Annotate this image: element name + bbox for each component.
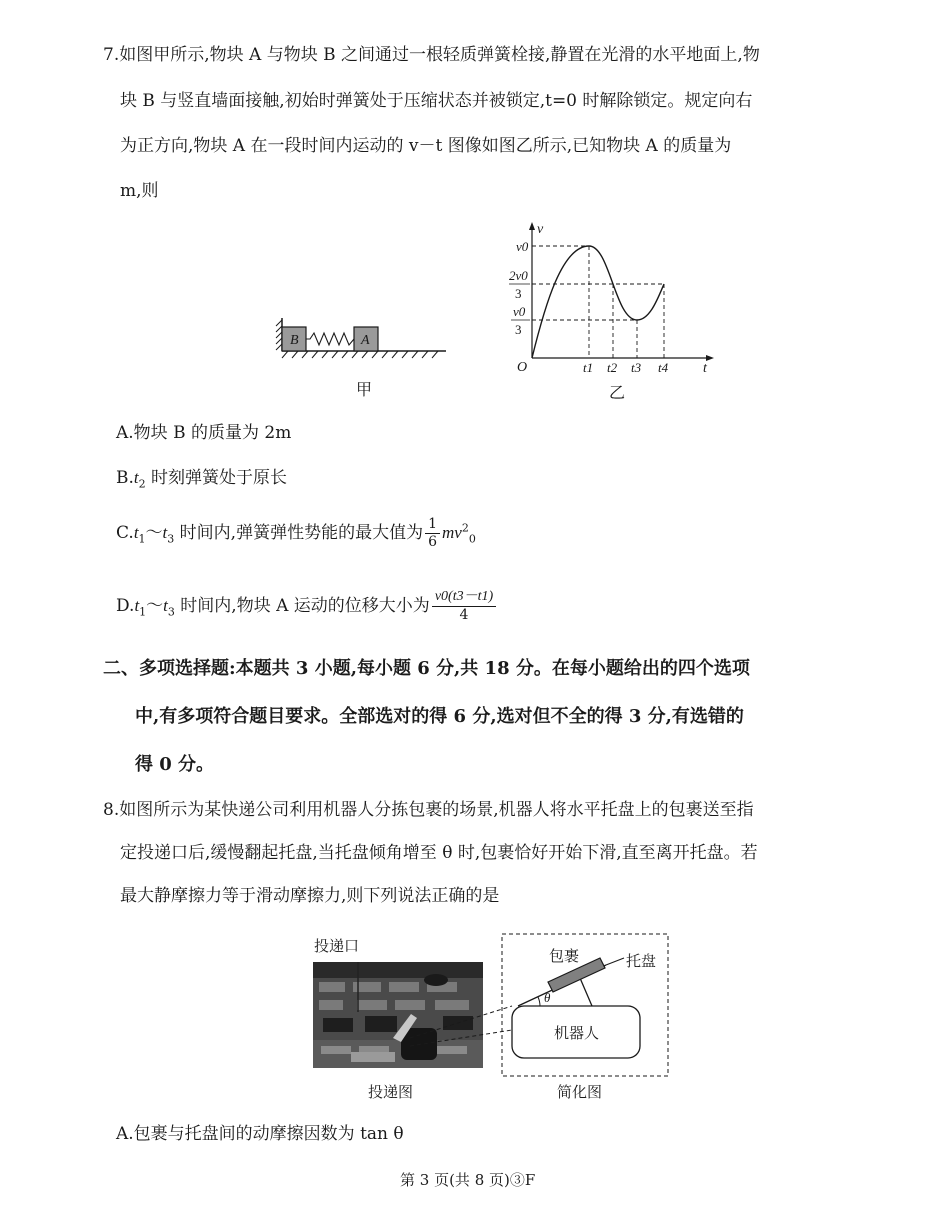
q7-stem-line-4: m,则 [120,181,159,201]
y-tick-2v0-num: 2v0 [509,268,528,283]
q8-stem-line-2: 定投递口后,缓慢翻起托盘,当托盘倾角增至 θ 时,包裹恰好开始下滑,直至离开托盘。若 [120,843,758,863]
q7-stem-line-1: 7.如图甲所示,物块 A 与物块 B 之间通过一根轻质弹簧栓接,静置在光滑的水平地面上,物 [103,45,760,65]
v-axis-label: v [537,222,544,237]
figure-jia [270,318,460,368]
robot-label: 机器人 [554,1026,600,1042]
photo-label-delivery-port: 投递口 [314,937,360,955]
q7-option-b: $B.t_2$ 时刻弹簧处于原长 [116,468,288,491]
diagram-caption: 简化图 [557,1083,603,1101]
q7-stem-line-2: 块 B 与竖直墙面接触,初始时弹簧处于压缩状态并被锁定,t=0 时解除锁定。规定向右 [120,91,753,111]
y-tick-2v0-den: 3 [515,286,522,301]
q7-option-c: $C.t_1\sim t_3$ 时间内,弹簧弹性势能的最大值为 $\frac{1}{6}$ $mv^2_0$ [116,516,476,550]
section2-line-1: 二、多项选择题:本题共 3 小题,每小题 6 分,共 18 分。在每小题给出的四个选项 [103,658,750,679]
section2-line-2: 中,有多项符合题目要求。全部选对的得 6 分,选对但不全的得 3 分,有选错的 [135,706,744,727]
block-b-label: B [290,333,299,348]
t2-tick: t2 [607,360,618,375]
v-t-curve [532,246,664,358]
photo-caption: 投递图 [368,1083,414,1101]
q8-stem-line-3: 最大静摩擦力等于滑动摩擦力,则下列说法正确的是 [120,886,500,906]
figure-jia-caption: 甲 [356,380,373,399]
section2-line-3: 得 0 分。 [135,754,215,775]
y-tick-v0-3-den: 3 [515,322,522,337]
y-tick-v0: v0 [516,239,529,254]
block-a-label: A [361,333,370,348]
figure-yi [500,220,725,380]
q8-stem-line-1: 8.如图所示为某快递公司利用机器人分拣包裹的场景,机器人将水平托盘上的包裹送至指 [103,800,754,820]
simplified-diagram [500,932,672,1078]
t1-tick: t1 [583,360,594,375]
guide-lines [532,246,664,358]
tray-label: 托盘 [626,954,657,970]
angle-theta-label: θ [544,990,551,1005]
q8-option-a: A.包裹与托盘间的动摩擦因数为 tan θ [116,1124,404,1144]
parcel-label: 包裹 [549,949,580,965]
figure-yi-caption: 乙 [609,383,626,402]
page-footer: 第 3 页(共 8 页)③F [400,1171,536,1189]
t3-tick: t3 [631,360,642,375]
y-tick-v0-3-num: v0 [513,304,526,319]
q7-option-d: $D.t_1\sim t_3$ 时间内,物块 A 运动的位移大小为 $\frac{v0(t3-t1)}{4}$ [116,589,498,624]
spring [306,333,354,345]
t-axis-label: t [703,361,707,376]
q7-option-a: A.物块 B 的质量为 2m [116,423,292,443]
q7-stem-line-3: 为正方向,物块 A 在一段时间内运动的 v－t 图像如图乙所示,已知物块 A 的质量为 [120,136,732,156]
origin-label: O [517,360,528,375]
t4-tick: t4 [658,360,669,375]
